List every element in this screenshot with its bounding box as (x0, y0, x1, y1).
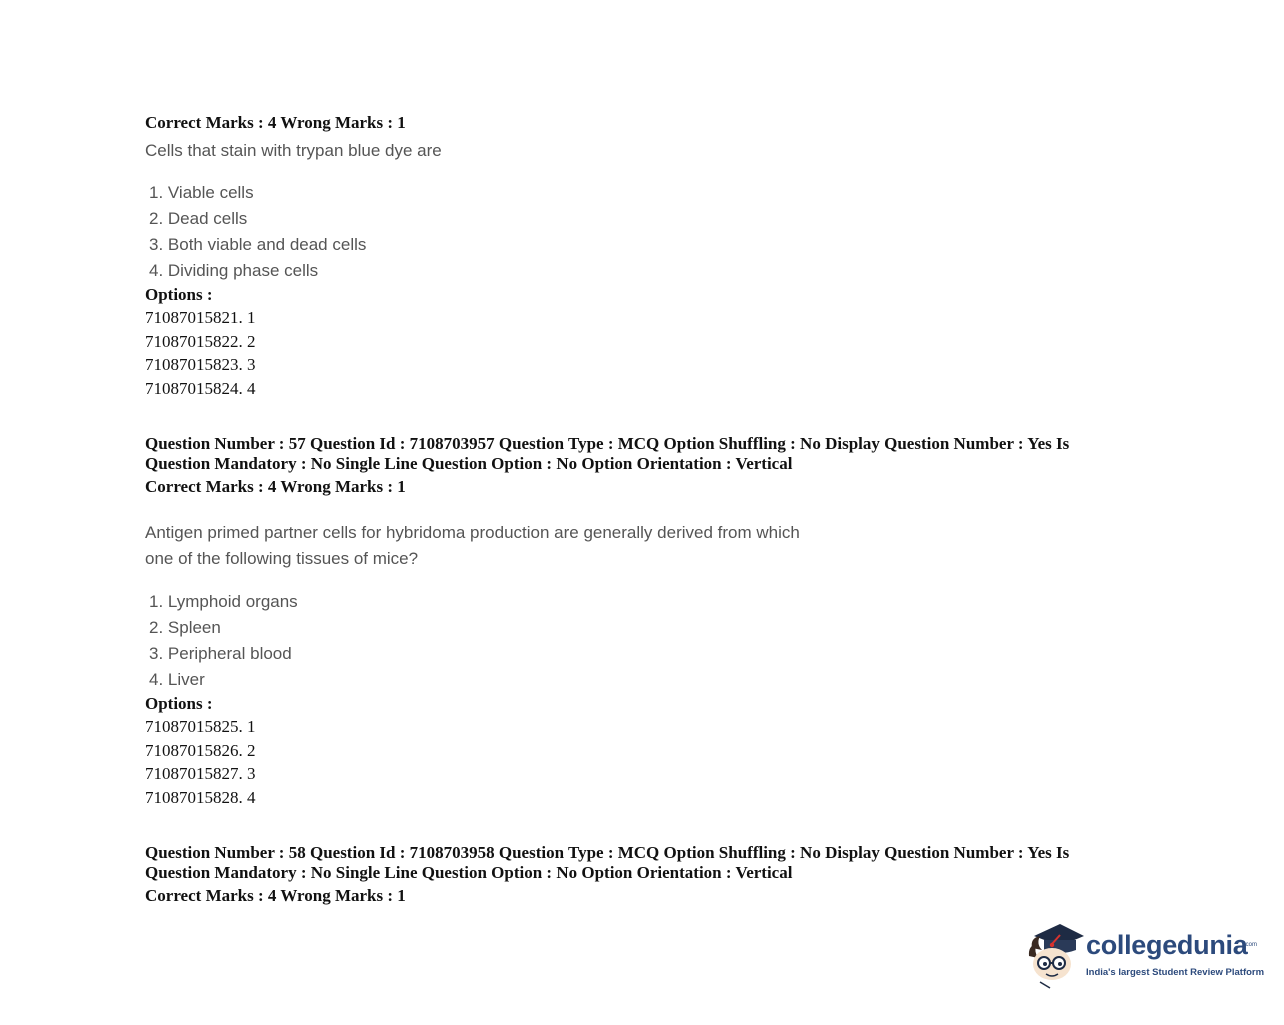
document-page (145, 112, 1145, 907)
option-id-item: 71087015821. 1 (145, 308, 256, 327)
option-id-item: 71087015827. 3 (145, 764, 256, 784)
question-meta-line: Question Number : 58 Question Id : 7108703958 Question Type : MCQ Option Shuffling : No Display Question Number : Yes Is (145, 842, 1070, 862)
question-58 (145, 843, 1145, 907)
option-id-item: 71087015828. 4 (145, 787, 256, 807)
option-id-list (145, 715, 1145, 810)
logo-domain-suffix: .com (1244, 942, 1258, 948)
option-id-item: 71087015822. 2 (145, 331, 256, 351)
choice-list (145, 180, 1145, 284)
marks-line: Correct Marks : 4 Wrong Marks : 1 (145, 885, 406, 905)
options-heading: Options : (145, 693, 213, 713)
question-text-line: Antigen primed partner cells for hybridoma production are generally derived from which (145, 522, 800, 542)
marks-line: Correct Marks : 4 Wrong Marks : 1 (145, 476, 406, 496)
choice-item: 1. Viable cells (149, 183, 254, 202)
question-text-line: one of the following tissues of mice? (145, 548, 419, 568)
question-text: Cells that stain with trypan blue dye are (145, 141, 442, 160)
question-57 (145, 434, 1145, 810)
choice-item: 4. Liver (149, 669, 205, 689)
collegedunia-logo (1026, 920, 1265, 990)
graduate-mascot-icon (1026, 920, 1086, 990)
choice-item: 2. Spleen (149, 617, 221, 637)
choice-item: 4. Dividing phase cells (149, 261, 319, 280)
choice-item: 2. Dead cells (149, 209, 248, 228)
option-id-item: 71087015824. 4 (145, 379, 256, 399)
question-56 (145, 112, 1145, 401)
question-meta-line: Question Mandatory : No Single Line Question Option : No Option Orientation : Vertical (145, 453, 793, 473)
choice-item: 3. Peripheral blood (149, 643, 292, 663)
question-meta-line: Question Mandatory : No Single Line Question Option : No Option Orientation : Vertical (145, 862, 793, 882)
option-id-item: 71087015825. 1 (145, 716, 256, 736)
logo-wordmark: collegedunia (1086, 930, 1248, 960)
question-meta-line: Question Number : 57 Question Id : 7108703957 Question Type : MCQ Option Shuffling : No Display Question Number : Yes Is (145, 433, 1070, 453)
marks-line: Correct Marks : 4 Wrong Marks : 1 (145, 113, 406, 132)
options-heading: Options : (145, 285, 213, 304)
choice-item: 3. Both viable and dead cells (149, 235, 367, 254)
option-id-list (145, 306, 1145, 401)
option-id-item: 71087015823. 3 (145, 355, 256, 375)
option-id-item: 71087015826. 2 (145, 740, 256, 760)
logo-tagline: India's largest Student Review Platform (1086, 967, 1265, 978)
choice-item: 1. Lymphoid organs (149, 591, 298, 611)
choice-list (145, 589, 1145, 693)
